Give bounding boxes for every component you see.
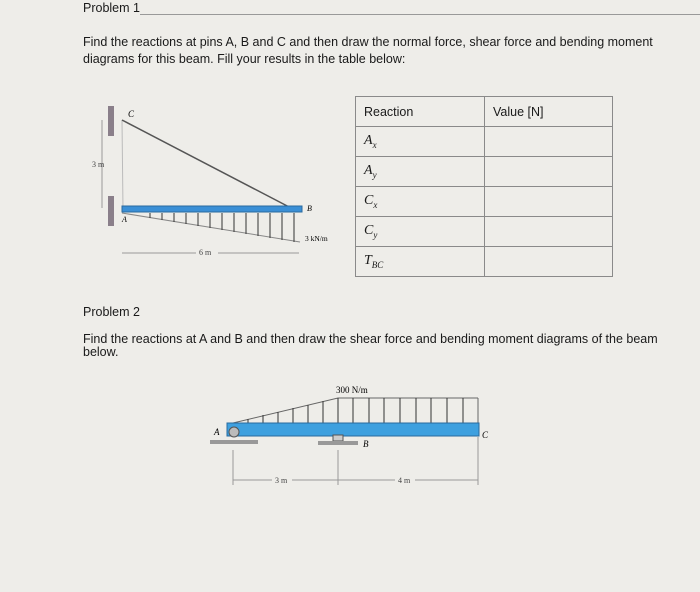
label-b: B: [307, 204, 312, 213]
roller-support-b: [333, 435, 343, 441]
reactions-table: [355, 96, 613, 277]
load-triangle: [122, 213, 300, 242]
table-row: [356, 247, 613, 277]
value-cell-ax[interactable]: [485, 127, 613, 157]
reaction-tbc: $T_{BC}$: [356, 247, 485, 277]
problem1-text-2: diagrams for this beam. Fill your results in the table below:: [83, 52, 406, 66]
load-label: 3 kN/m: [305, 234, 328, 243]
problem1-beam-diagram: [80, 90, 340, 270]
reaction-cx: $C_x$: [356, 187, 485, 217]
value-cell-ay[interactable]: [485, 157, 613, 187]
load-label: 300 N/m: [336, 385, 368, 395]
problem2-beam-diagram: [200, 375, 500, 495]
wall-support-a: [108, 196, 114, 226]
label-a: A: [214, 427, 220, 437]
table-header-row: [356, 97, 613, 127]
label-c: C: [128, 109, 135, 119]
wall-support-c: [108, 106, 114, 136]
problem2-text-1: Find the reactions at A and B and then draw the shear force and bending moment diagrams of the beam: [83, 332, 658, 346]
problem2-title: Problem 2: [83, 305, 140, 319]
height-label: 3 m: [92, 160, 105, 169]
load-outline: [233, 398, 478, 423]
span2-label: 4 m: [398, 476, 411, 485]
reaction-cy: $C_y$: [356, 217, 485, 247]
value-cell-cx[interactable]: [485, 187, 613, 217]
label-a: A: [122, 215, 127, 224]
reaction-ax: $A_x$: [356, 127, 485, 157]
table-row: [356, 157, 613, 187]
cable-bc: [122, 120, 293, 209]
pin-support-a: [229, 427, 239, 437]
top-rule: [140, 14, 700, 15]
header-value: Value [N]: [485, 97, 613, 127]
length-label: 6 m: [199, 248, 212, 257]
header-reaction: Reaction: [356, 97, 485, 127]
beam-ac: [227, 423, 479, 436]
span1-label: 3 m: [275, 476, 288, 485]
label-c: C: [482, 430, 489, 440]
problem1-title: Problem 1: [83, 1, 140, 15]
value-cell-cy[interactable]: [485, 217, 613, 247]
beam-ab: [122, 206, 302, 212]
problem1-text-1: Find the reactions at pins A, B and C and then draw the normal force, shear force and bending moment: [83, 35, 653, 49]
label-b: B: [363, 439, 369, 449]
problem2-text-2: below.: [83, 345, 119, 359]
table-row: [356, 217, 613, 247]
value-cell-tbc[interactable]: [485, 247, 613, 277]
table-row: [356, 187, 613, 217]
table-row: [356, 127, 613, 157]
reaction-ay: $A_y$: [356, 157, 485, 187]
